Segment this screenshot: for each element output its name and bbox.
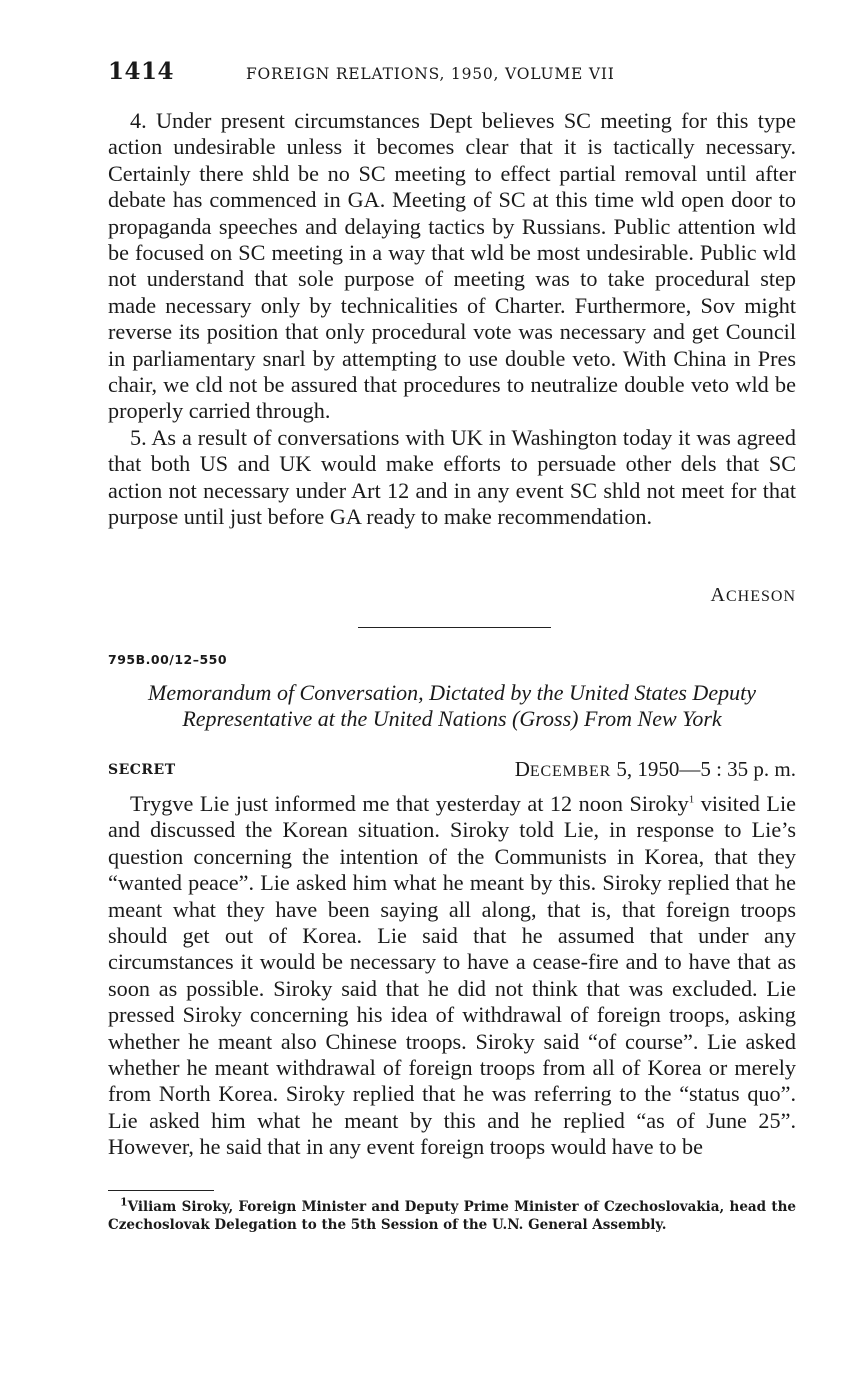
document-title-line-2: Representative at the United Nations (Gross) From New York [182,706,722,731]
memo-body [108,791,796,1161]
running-title: FOREIGN RELATIONS, 1950, VOLUME VII [246,65,615,83]
telegram-body [108,108,796,531]
footnote-divider [108,1190,214,1191]
footnote [108,1195,796,1234]
footnote-marker: 1 [120,1195,128,1209]
dateline: DECEMBER 5, 1950—5 : 35 p. m. [514,757,796,781]
footnote-reference[interactable]: 1 [688,793,695,806]
classification-label: SECRET [108,762,176,778]
page-number: 1414 [108,58,175,85]
footnote-text: Viliam Siroky, Foreign Minister and Deputy Prime Minister of Czechoslovakia, head the Czechoslovak Delegation to the 5th Session of the U.N. General Assembly. [108,1199,796,1233]
memo-paragraph: Trygve Lie just informed me that yesterday at 12 noon Siroky$^1$ visited Lie and discussed the Korean situation. Siroky told Lie, in response to Lie’s question concerning the intention of the Communists in Korea, that they “wanted peace”. Lie asked him what he meant by this. Siroky replied that he meant what they have been saying all along, that is, that foreign troops should get out of Korea. Lie said that he assumed that under any circumstances it would be necessary to have a cease-fire and to have that as soon as possible. Siroky said that he did not think that was excluded. Lie pressed Siroky concerning his idea of withdrawal of foreign troops, asking whether he meant also Chinese troops. Siroky said “of course”. Lie asked whether he meant withdrawal of foreign troops from all of Korea or merely from North Korea. Siroky replied that he was referring to the “status quo”. Lie asked him what he meant by this and he replied “as of June 25”. However, he said that in any event foreign troops would have to be [108,791,796,1160]
document-title [108,680,796,732]
signature: ACHESON [710,584,796,606]
section-divider [358,627,551,628]
file-reference: 795B.00/12–550 [108,652,228,667]
page-header [108,58,796,92]
document-title-line-1: Memorandum of Conversation, Dictated by the United States Deputy [148,680,756,705]
paragraph-4: 4. Under present circumstances Dept believes SC meeting for this type action undesirable unless it becomes clear that it is tactically necessary. Certainly there shld be no SC meeting to effect partial removal until after debate has commenced in GA. Meeting of SC at this time wld open door to propaganda speeches and delaying tactics by Russians. Public attention wld be focused on SC meeting in a way that wld be most undesirable. Public wld not understand that sole purpose of meeting was to take procedural step made necessary only by technicalities of Charter. Furthermore, Sov might reverse its position that only procedural vote was necessary and get Council in parliamentary snarl by attempting to use double veto. With China in Pres chair, we cld not be assured that procedures to neutralize double veto wld be properly carried through. [108,108,796,424]
paragraph-5: 5. As a result of conversations with UK in Washington today it was agreed that both US and UK would make efforts to persuade other dels that SC action not necessary under Art 12 and in any event SC shld not meet for that purpose until just before GA ready to make recommendation. [108,424,796,530]
